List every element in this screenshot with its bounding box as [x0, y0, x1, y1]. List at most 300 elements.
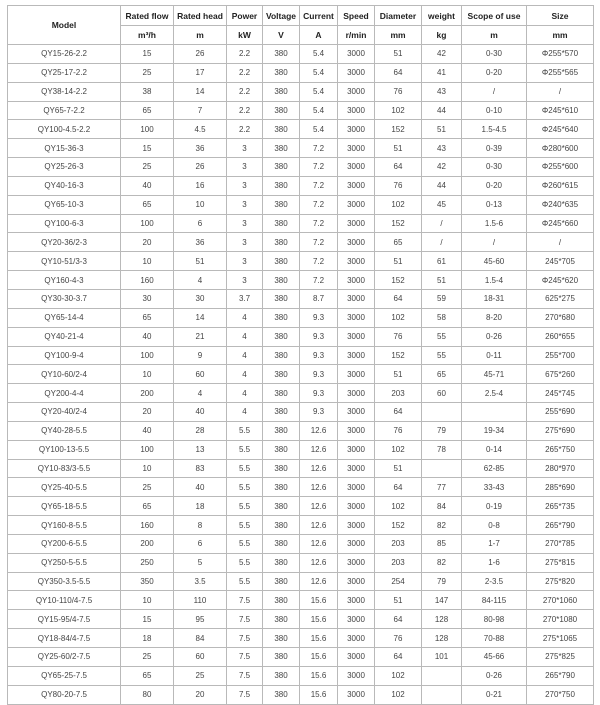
table-row	[8, 195, 594, 214]
value-cell: 3	[227, 271, 263, 290]
header-unit: mm	[527, 26, 594, 45]
table-row	[8, 346, 594, 365]
value-cell: 12.6	[300, 459, 338, 478]
value-cell: 3	[227, 176, 263, 195]
model-cell: QY100-13-5.5	[8, 440, 121, 459]
value-cell: 3	[227, 233, 263, 252]
value-cell: 12.6	[300, 553, 338, 572]
table-row	[8, 459, 594, 478]
value-cell: 60	[174, 365, 227, 384]
value-cell: 380	[263, 610, 300, 629]
value-cell: 77	[422, 478, 462, 497]
value-cell: 1.5-4	[462, 271, 527, 290]
value-cell: 3000	[338, 327, 375, 346]
model-cell: QY100-4.5-2.2	[8, 120, 121, 139]
value-cell: 0-30	[462, 158, 527, 177]
value-cell: 380	[263, 289, 300, 308]
table-row	[8, 365, 594, 384]
table-row	[8, 139, 594, 158]
header-label: Rated head	[174, 6, 227, 26]
model-cell: QY200-4-4	[8, 384, 121, 403]
value-cell: 350	[121, 572, 174, 591]
value-cell: 55	[422, 346, 462, 365]
value-cell: 45-71	[462, 365, 527, 384]
value-cell: 10	[121, 252, 174, 271]
model-cell: QY250-5-5.5	[8, 553, 121, 572]
table-row	[8, 648, 594, 667]
value-cell: 3	[227, 214, 263, 233]
value-cell: 12.6	[300, 497, 338, 516]
value-cell: 3000	[338, 120, 375, 139]
value-cell: 3000	[338, 308, 375, 327]
value-cell: 380	[263, 195, 300, 214]
value-cell: 7.5	[227, 666, 263, 685]
value-cell: 380	[263, 572, 300, 591]
model-cell: QY65-14-4	[8, 308, 121, 327]
value-cell: 254	[375, 572, 422, 591]
value-cell: Φ245*610	[527, 101, 594, 120]
value-cell: 245*705	[527, 252, 594, 271]
value-cell: 5.5	[227, 534, 263, 553]
value-cell: 285*690	[527, 478, 594, 497]
value-cell: Φ255*570	[527, 45, 594, 64]
value-cell: 4	[174, 271, 227, 290]
table-row	[8, 591, 594, 610]
value-cell	[422, 666, 462, 685]
value-cell: 380	[263, 440, 300, 459]
value-cell: 160	[121, 271, 174, 290]
value-cell: 101	[422, 648, 462, 667]
table-row	[8, 120, 594, 139]
value-cell: 7.5	[227, 685, 263, 704]
header-label: Diameter	[375, 6, 422, 26]
value-cell: 380	[263, 176, 300, 195]
value-cell: 102	[375, 308, 422, 327]
value-cell: 65	[422, 365, 462, 384]
model-cell: QY65-25-7.5	[8, 666, 121, 685]
value-cell: 380	[263, 497, 300, 516]
model-cell: QY25-60/2-7.5	[8, 648, 121, 667]
value-cell: 3000	[338, 45, 375, 64]
value-cell: 380	[263, 120, 300, 139]
value-cell: 18	[174, 497, 227, 516]
value-cell: 152	[375, 214, 422, 233]
header-unit: m³/h	[121, 26, 174, 45]
value-cell: 380	[263, 384, 300, 403]
value-cell: 102	[375, 440, 422, 459]
value-cell: 25	[121, 63, 174, 82]
model-cell: QY18-84/4-7.5	[8, 629, 121, 648]
value-cell: 0-10	[462, 101, 527, 120]
value-cell: 40	[174, 478, 227, 497]
value-cell: 51	[422, 120, 462, 139]
value-cell: 80	[121, 685, 174, 704]
value-cell: 9.3	[300, 365, 338, 384]
value-cell: 5.5	[227, 459, 263, 478]
value-cell: 200	[121, 384, 174, 403]
value-cell: 5.5	[227, 421, 263, 440]
value-cell: 5.4	[300, 120, 338, 139]
value-cell: 51	[375, 45, 422, 64]
value-cell: 5.5	[227, 572, 263, 591]
value-cell: 2.2	[227, 101, 263, 120]
value-cell: /	[462, 233, 527, 252]
value-cell: 6	[174, 214, 227, 233]
header-unit: r/min	[338, 26, 375, 45]
value-cell: 78	[422, 440, 462, 459]
value-cell: 10	[121, 459, 174, 478]
value-cell: 3.5	[174, 572, 227, 591]
value-cell: 380	[263, 685, 300, 704]
value-cell: 7.5	[227, 648, 263, 667]
value-cell: 30	[174, 289, 227, 308]
model-cell: QY100-6-3	[8, 214, 121, 233]
table-row	[8, 289, 594, 308]
value-cell	[422, 403, 462, 422]
value-cell: /	[527, 233, 594, 252]
model-cell: QY80-20-7.5	[8, 685, 121, 704]
value-cell: 5.5	[227, 440, 263, 459]
value-cell: 65	[121, 308, 174, 327]
value-cell: 3000	[338, 271, 375, 290]
value-cell: 8.7	[300, 289, 338, 308]
value-cell: 380	[263, 648, 300, 667]
value-cell: 64	[375, 158, 422, 177]
model-cell: QY65-7-2.2	[8, 101, 121, 120]
value-cell: Φ260*615	[527, 176, 594, 195]
value-cell: 30	[121, 289, 174, 308]
value-cell: 380	[263, 158, 300, 177]
value-cell: 3.7	[227, 289, 263, 308]
value-cell: 0-19	[462, 497, 527, 516]
value-cell: 4	[174, 384, 227, 403]
value-cell: 12.6	[300, 421, 338, 440]
value-cell: 7.5	[227, 591, 263, 610]
value-cell: 380	[263, 459, 300, 478]
value-cell: 100	[121, 346, 174, 365]
header-unit: m	[174, 26, 227, 45]
table-row	[8, 685, 594, 704]
header-label: weight	[422, 6, 462, 26]
value-cell: 3000	[338, 440, 375, 459]
value-cell: 3000	[338, 572, 375, 591]
model-cell: QY65-18-5.5	[8, 497, 121, 516]
value-cell: 1.5-6	[462, 214, 527, 233]
value-cell: 625*275	[527, 289, 594, 308]
value-cell: 3000	[338, 591, 375, 610]
value-cell: 152	[375, 120, 422, 139]
value-cell: 43	[422, 82, 462, 101]
value-cell: 380	[263, 666, 300, 685]
model-cell: QY160-8-5.5	[8, 516, 121, 535]
value-cell: /	[527, 82, 594, 101]
value-cell: 152	[375, 516, 422, 535]
header-label: Current	[300, 6, 338, 26]
value-cell: 15.6	[300, 648, 338, 667]
value-cell: 0-30	[462, 45, 527, 64]
value-cell: 55	[422, 327, 462, 346]
model-cell: QY200-6-5.5	[8, 534, 121, 553]
value-cell: 245*745	[527, 384, 594, 403]
value-cell: 0-20	[462, 63, 527, 82]
value-cell: 3000	[338, 214, 375, 233]
value-cell: 3000	[338, 629, 375, 648]
value-cell: 4	[227, 308, 263, 327]
value-cell: 7.2	[300, 214, 338, 233]
value-cell: 10	[121, 365, 174, 384]
value-cell: 59	[422, 289, 462, 308]
value-cell: 65	[121, 195, 174, 214]
value-cell: 19-34	[462, 421, 527, 440]
value-cell: 265*735	[527, 497, 594, 516]
value-cell: 20	[174, 685, 227, 704]
header-label: Speed	[338, 6, 375, 26]
value-cell: 70-88	[462, 629, 527, 648]
value-cell: 9.3	[300, 346, 338, 365]
table-row	[8, 45, 594, 64]
value-cell: 3000	[338, 534, 375, 553]
value-cell: 76	[375, 327, 422, 346]
value-cell: 270*750	[527, 685, 594, 704]
table-row	[8, 271, 594, 290]
table-row	[8, 421, 594, 440]
value-cell: 44	[422, 101, 462, 120]
value-cell: 12.6	[300, 516, 338, 535]
value-cell: 5.5	[227, 497, 263, 516]
value-cell: 2-3.5	[462, 572, 527, 591]
value-cell: 380	[263, 516, 300, 535]
value-cell: 40	[121, 327, 174, 346]
table-row	[8, 572, 594, 591]
value-cell: 12.6	[300, 478, 338, 497]
value-cell: 110	[174, 591, 227, 610]
value-cell: 25	[121, 158, 174, 177]
model-cell: QY25-26-3	[8, 158, 121, 177]
value-cell: 3000	[338, 233, 375, 252]
value-cell: 28	[174, 421, 227, 440]
value-cell: 18-31	[462, 289, 527, 308]
value-cell: 26	[174, 158, 227, 177]
value-cell: 64	[375, 63, 422, 82]
model-cell: QY20-36/2-3	[8, 233, 121, 252]
value-cell: 5.5	[227, 553, 263, 572]
value-cell: 15.6	[300, 685, 338, 704]
value-cell: 76	[375, 629, 422, 648]
value-cell: 3000	[338, 648, 375, 667]
value-cell: 270*785	[527, 534, 594, 553]
value-cell: 2.2	[227, 45, 263, 64]
header-unit: A	[300, 26, 338, 45]
value-cell: 2.2	[227, 63, 263, 82]
table-row	[8, 176, 594, 195]
table-row	[8, 610, 594, 629]
value-cell: 7.5	[227, 629, 263, 648]
model-cell: QY15-95/4-7.5	[8, 610, 121, 629]
value-cell: 64	[375, 289, 422, 308]
value-cell: 79	[422, 572, 462, 591]
value-cell: 102	[375, 101, 422, 120]
value-cell: 255*690	[527, 403, 594, 422]
value-cell: 82	[422, 516, 462, 535]
value-cell: 152	[375, 271, 422, 290]
value-cell: 265*750	[527, 440, 594, 459]
value-cell	[422, 685, 462, 704]
value-cell: 3000	[338, 421, 375, 440]
model-cell: QY65-10-3	[8, 195, 121, 214]
value-cell: 380	[263, 629, 300, 648]
header-unit: kW	[227, 26, 263, 45]
value-cell: 4	[227, 365, 263, 384]
value-cell: 33-43	[462, 478, 527, 497]
model-cell: QY40-16-3	[8, 176, 121, 195]
table-row	[8, 63, 594, 82]
value-cell: 25	[174, 666, 227, 685]
value-cell: 200	[121, 534, 174, 553]
value-cell: 380	[263, 101, 300, 120]
value-cell: 83	[174, 459, 227, 478]
value-cell: 4	[227, 346, 263, 365]
value-cell: 84	[422, 497, 462, 516]
value-cell: 80-98	[462, 610, 527, 629]
header-unit: kg	[422, 26, 462, 45]
header-unit: V	[263, 26, 300, 45]
value-cell: 0-39	[462, 139, 527, 158]
value-cell: 265*790	[527, 666, 594, 685]
value-cell: 16	[174, 176, 227, 195]
value-cell: 4	[227, 403, 263, 422]
value-cell: 51	[375, 591, 422, 610]
value-cell: 5.4	[300, 63, 338, 82]
value-cell: 12.6	[300, 534, 338, 553]
value-cell: 4	[227, 327, 263, 346]
value-cell: Φ240*635	[527, 195, 594, 214]
value-cell: 84	[174, 629, 227, 648]
value-cell: 2.2	[227, 120, 263, 139]
value-cell: 380	[263, 308, 300, 327]
value-cell: 76	[375, 82, 422, 101]
value-cell: Φ255*600	[527, 158, 594, 177]
value-cell: 14	[174, 82, 227, 101]
value-cell: 380	[263, 214, 300, 233]
value-cell: 10	[121, 591, 174, 610]
value-cell: 0-21	[462, 685, 527, 704]
value-cell: 3000	[338, 685, 375, 704]
model-cell: QY15-26-2.2	[8, 45, 121, 64]
value-cell: 8-20	[462, 308, 527, 327]
value-cell: 41	[422, 63, 462, 82]
value-cell: 64	[375, 610, 422, 629]
value-cell: 15.6	[300, 610, 338, 629]
value-cell: 0-26	[462, 327, 527, 346]
value-cell: 9.3	[300, 327, 338, 346]
header-model: Model	[8, 6, 121, 45]
value-cell: 102	[375, 666, 422, 685]
value-cell: 275*820	[527, 572, 594, 591]
value-cell: 60	[174, 648, 227, 667]
value-cell: 255*700	[527, 346, 594, 365]
value-cell: 40	[121, 176, 174, 195]
value-cell: Φ245*640	[527, 120, 594, 139]
model-cell: QY10-83/3-5.5	[8, 459, 121, 478]
value-cell: 100	[121, 120, 174, 139]
value-cell: 3000	[338, 252, 375, 271]
value-cell: 40	[174, 403, 227, 422]
value-cell: 380	[263, 233, 300, 252]
value-cell: Φ255*565	[527, 63, 594, 82]
value-cell: 128	[422, 610, 462, 629]
value-cell: 79	[422, 421, 462, 440]
value-cell: 82	[422, 553, 462, 572]
value-cell: 5.5	[227, 478, 263, 497]
value-cell: 12.6	[300, 572, 338, 591]
value-cell: 95	[174, 610, 227, 629]
value-cell: 203	[375, 534, 422, 553]
table-row	[8, 629, 594, 648]
value-cell: 4	[227, 384, 263, 403]
table-row	[8, 252, 594, 271]
header-label: Rated flow	[121, 6, 174, 26]
value-cell: Φ280*600	[527, 139, 594, 158]
value-cell: 270*680	[527, 308, 594, 327]
header-label: Power	[227, 6, 263, 26]
value-cell: 15	[121, 45, 174, 64]
table-row	[8, 158, 594, 177]
model-cell: QY350-3.5-5.5	[8, 572, 121, 591]
table-row	[8, 440, 594, 459]
value-cell: 9.3	[300, 403, 338, 422]
value-cell: 25	[121, 478, 174, 497]
table-row	[8, 101, 594, 120]
value-cell: 3000	[338, 384, 375, 403]
value-cell: 65	[121, 666, 174, 685]
value-cell: 3000	[338, 82, 375, 101]
value-cell: 3000	[338, 176, 375, 195]
value-cell: 5.4	[300, 45, 338, 64]
value-cell: 2.5-4	[462, 384, 527, 403]
value-cell: 84-115	[462, 591, 527, 610]
value-cell: 7.2	[300, 252, 338, 271]
value-cell: 9	[174, 346, 227, 365]
value-cell: 43	[422, 139, 462, 158]
value-cell: 64	[375, 478, 422, 497]
value-cell: 58	[422, 308, 462, 327]
table-row	[8, 516, 594, 535]
value-cell: 3000	[338, 403, 375, 422]
table-row	[8, 308, 594, 327]
value-cell: 76	[375, 421, 422, 440]
value-cell: 270*1060	[527, 591, 594, 610]
value-cell: 15.6	[300, 629, 338, 648]
value-cell: 21	[174, 327, 227, 346]
value-cell: 7.2	[300, 271, 338, 290]
model-cell: QY40-21-4	[8, 327, 121, 346]
value-cell: 7.2	[300, 176, 338, 195]
value-cell: 15	[121, 139, 174, 158]
table-header	[8, 6, 594, 45]
value-cell: 64	[375, 403, 422, 422]
value-cell: 3000	[338, 195, 375, 214]
model-cell: QY30-30-3.7	[8, 289, 121, 308]
value-cell: /	[422, 233, 462, 252]
model-cell: QY25-17-2.2	[8, 63, 121, 82]
value-cell: 51	[422, 271, 462, 290]
value-cell: 380	[263, 139, 300, 158]
model-cell: QY10-60/2-4	[8, 365, 121, 384]
value-cell: 42	[422, 45, 462, 64]
value-cell: 20	[121, 233, 174, 252]
value-cell: 10	[174, 195, 227, 214]
model-cell: QY20-40/2-4	[8, 403, 121, 422]
